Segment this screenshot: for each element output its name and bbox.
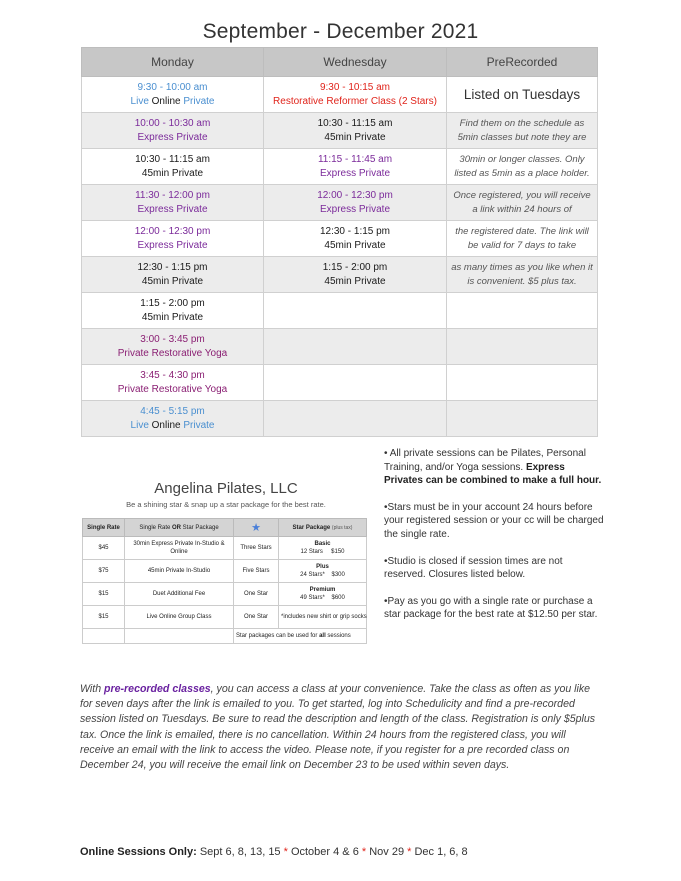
package-detail: *includes new shirt or grip socks [281,614,367,620]
rates-header-row [83,519,367,537]
session-line: 45min Private [141,167,204,179]
company-name: Angelina Pilates, LLC [154,480,298,497]
footer-asterisk: * [361,846,367,858]
rates-footer-row [83,629,367,644]
prerecorded-note: as many times as you like when it is convenient. $5 plus tax. [447,257,598,293]
monday-session [82,113,264,149]
rate-stars: Three Stars [234,537,279,560]
session-line: Private Restorative Yoga [117,347,228,359]
star-package [279,583,367,606]
para-c: , you can access a class at your convenience. Take the class as often as you like for seven days after the link is emailed to you. To get started, log into Schedulicity and find a pre-recorded session listed on Tuesdays. Be sure to read the description and length of the class. Registration is only $5plus tax. Once the link is emailed, there is no cancellation. Within 24 hours from the registered class, you will receive an email with the link to access the video. Please note, if you register for a pre recorded class on December 24, you will receive the email link on December 23 to be used within seven days. [80,683,596,772]
session-line [86,419,259,433]
monday-session [82,149,264,185]
rate-stars: Five Stars [234,560,279,583]
package-name: Premium [309,587,336,593]
para-bold: pre-recorded classes [104,683,211,695]
monday-session [82,257,264,293]
note-stars: •Stars must be in your account 24 hours before your registered session or your cc will be charged the single rate. [384,501,604,540]
para-a: With [80,683,105,695]
prerecorded-note [447,401,598,437]
header-pkg: Star Package [292,524,331,531]
header-prerecorded: PreRecorded [447,48,598,77]
session-line: Express Private [137,203,208,215]
star-package [279,537,367,560]
prerecorded-note: Find them on the schedule as 5min classes but note they are [447,113,598,149]
rate-description: Duet Additional Fee [125,583,234,606]
monday-session [82,293,264,329]
rate-row [83,606,367,629]
session-line [86,95,259,109]
session-line: 4:45 - 5:15 pm [140,405,205,417]
header-mid-or: OR [172,524,181,531]
package-name: Basic [314,541,331,547]
footer-label: Online Sessions Only: [80,846,197,858]
session-line: 9:30 - 10:15 am [319,81,391,93]
session-line: 11:30 - 12:00 pm [135,189,210,201]
rate-price: $75 [83,560,125,583]
online-sessions-footer [80,846,640,858]
session-line: Private Restorative Yoga [117,383,228,395]
header-wednesday: Wednesday [264,48,447,77]
schedule-table [81,47,598,437]
wednesday-session [264,329,447,365]
session-line: 11:15 - 11:45 am [317,153,393,165]
note1-bold: Express Privates can be combined to make a full hour. [384,461,602,487]
session-line: 10:30 - 11:15 am [135,153,210,165]
monday-session [82,185,264,221]
session-line: Express Private [137,131,208,143]
wednesday-session [264,365,447,401]
header-monday: Monday [82,48,264,77]
prerecorded-note [447,293,598,329]
session-line: 1:15 - 2:00 pm [322,261,388,273]
header-rate-or-package [125,519,234,537]
schedule-header-row [82,48,598,77]
wednesday-session [264,401,447,437]
rates-footer-b: all [319,633,326,639]
session-line: 45min Private [324,131,386,143]
package-detail: 24 Stars* $300 [300,572,345,578]
prerecorded-note: Once registered, you will receive a link within 24 hours of [447,185,598,221]
note-pay-as-you-go: •Pay as you go with a single rate or purchase a star package for the best rate at $12.50 per star. [384,595,598,621]
session-line: Express Private [319,167,391,179]
rates-footer-a: Star packages can be used for [236,633,320,639]
wednesday-session [264,149,447,185]
rates-footer-c: sessions [325,633,351,639]
rate-price: $15 [83,583,125,606]
rate-price: $45 [83,537,125,560]
prerecorded-note [447,329,598,365]
rate-row [83,560,367,583]
schedule-row [82,329,598,365]
wednesday-session [264,257,447,293]
wednesday-session [264,221,447,257]
session-text: Live [130,95,152,107]
footer-dates-dec: Dec 1, 6, 8 [411,846,468,858]
schedule-row [82,257,598,293]
schedule-row [82,185,598,221]
wednesday-session [264,77,447,113]
prerecorded-note [447,365,598,401]
schedule-row [82,401,598,437]
rates-body [83,537,367,629]
schedule-row [82,365,598,401]
session-text: Online [151,419,184,431]
session-line: 10:30 - 11:15 am [317,117,393,129]
schedule-row [82,149,598,185]
rate-description: Live Online Group Class [125,606,234,629]
schedule-row [82,293,598,329]
session-line: Express Private [137,239,208,251]
schedule-row [82,77,598,113]
star-icon: ★ [251,522,261,534]
star-package [279,606,367,629]
session-line: 3:45 - 4:30 pm [140,369,205,381]
header-single-rate: Single Rate [83,519,125,537]
footer-dates-nov: Nov 29 [366,846,408,858]
note-closures: •Studio is closed if session times are not reserved. Closures listed below. [384,555,563,581]
star-package [279,560,367,583]
rate-row [83,537,367,560]
session-text: Private [183,95,215,107]
schedule-row [82,221,598,257]
session-line: 9:30 - 10:00 am [137,81,208,93]
session-line: 12:00 - 12:30 pm [317,189,393,201]
session-line: 10:00 - 10:30 am [134,117,211,129]
page-title: September - December 2021 [202,20,479,43]
session-line: Restorative Reformer Class (2 Stars) [273,95,437,107]
footer-dates-sept: Sept 6, 8, 13, 15 [196,846,284,858]
wednesday-session [264,293,447,329]
rate-description: 45min Private In-Studio [125,560,234,583]
monday-session [82,365,264,401]
header-mid-b: Star Package [181,524,219,531]
session-line: 12:30 - 1:15 pm [137,261,208,273]
rates-footer-empty [83,629,125,644]
monday-session [82,401,264,437]
prerecorded-note: the registered date. The link will be valid for 7 days to take [447,221,598,257]
prerecorded-paragraph [80,682,600,773]
note-private-sessions [384,447,606,488]
rate-stars: One Star [234,606,279,629]
package-name: Plus [316,564,329,570]
header-pkg-note: (plus tax) [331,524,353,531]
policy-notes [384,447,606,635]
session-line: 1:15 - 2:00 pm [140,297,205,309]
wednesday-session [264,185,447,221]
prerecorded-note: Listed on Tuesdays [447,77,598,113]
session-line: 12:30 - 1:15 pm [319,225,391,237]
package-detail: 12 Stars $150 [300,549,345,555]
rate-row [83,583,367,606]
monday-session [82,329,264,365]
session-line: 45min Private [324,275,386,287]
session-line: 12:00 - 12:30 pm [134,225,211,237]
note1-text: • All private sessions can be Pilates, Personal Training, and/or Yoga sessions. [384,448,586,473]
session-line: Express Private [319,203,391,215]
rates-footer-empty [125,629,234,644]
prerecorded-note: 30min or longer classes. Only listed as 5min as a place holder. [447,149,598,185]
session-line: 45min Private [141,311,204,323]
session-text: Private [183,419,215,431]
rate-stars: One Star [234,583,279,606]
footer-asterisk: * [283,846,288,858]
package-detail: 49 Stars* $600 [300,595,345,601]
header-star-package [279,519,367,537]
header-mid-a: Single Rate [139,524,172,531]
session-text: Online [151,95,184,107]
monday-session [82,77,264,113]
rate-description: 30min Express Private In-Studio & Online [125,537,234,560]
footer-dates-oct: October 4 & 6 [287,846,362,858]
session-line: 45min Private [324,239,386,251]
schedule-body [82,77,598,437]
session-line: 3:00 - 3:45 pm [140,333,205,345]
session-text: Live [130,419,152,431]
footer-asterisk: * [407,846,412,858]
rates-footer-text [234,629,367,644]
wednesday-session [264,113,447,149]
rates-tagline: Be a shining star & snap up a star package for the best rate. [126,500,326,509]
session-line: 45min Private [141,275,204,287]
rate-price: $15 [83,606,125,629]
rates-table [82,518,367,644]
monday-session [82,221,264,257]
header-star [234,519,279,537]
schedule-row [82,113,598,149]
